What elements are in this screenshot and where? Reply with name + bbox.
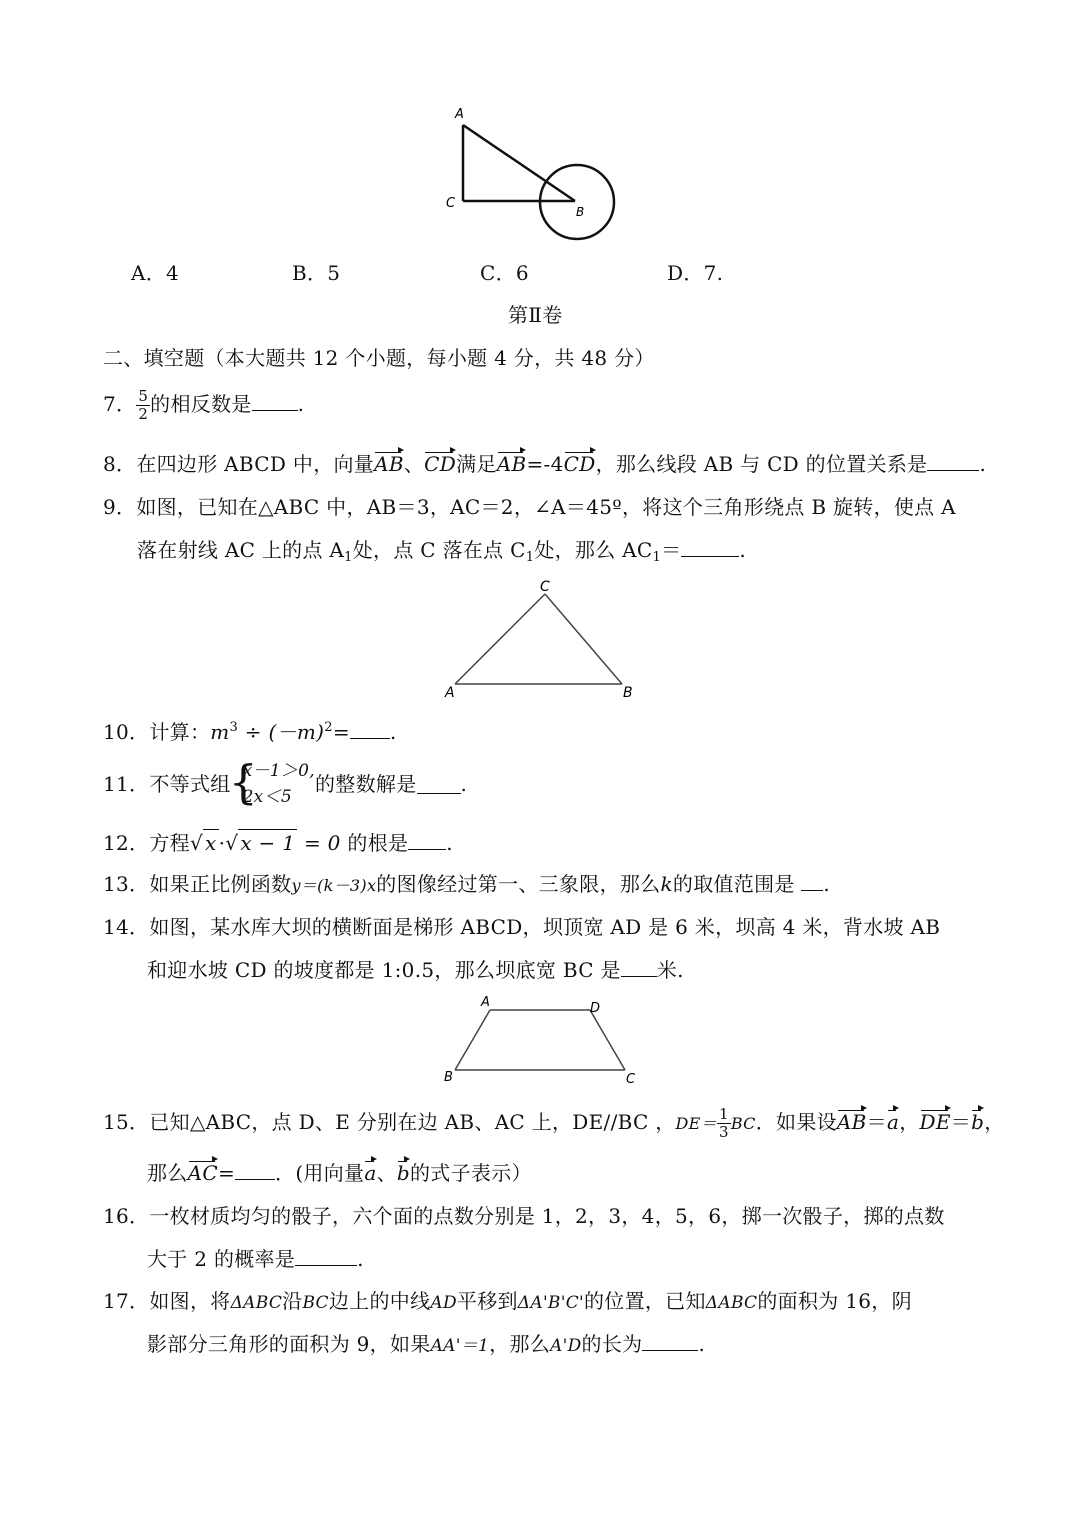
q10-exp-3: 3 <box>229 720 239 735</box>
q8-vector-ab-2: AB <box>496 452 527 476</box>
q9-text-c: 处，那么 AC <box>534 538 653 562</box>
choice-d: D．7. <box>667 261 724 285</box>
choice-c: C．6 <box>480 261 529 285</box>
q9-end: . <box>739 538 747 562</box>
q17-bc: BC <box>302 1293 329 1313</box>
question-14-line-1: 14．如图，某水库大坝的横断面是梯形 ABCD，坝顶宽 AD 是 6 米，坝高 4 米，背水坡 AB <box>103 915 941 939</box>
q12-number: 12．方程 <box>103 831 190 855</box>
segment-dc <box>590 1010 625 1070</box>
q11-end: . <box>460 772 468 796</box>
label-b: B <box>623 685 633 701</box>
q15-eq-1: ＝ <box>866 1110 887 1134</box>
q8-blank[interactable] <box>927 452 979 471</box>
q9-blank[interactable] <box>681 538 739 557</box>
question-10 <box>103 715 397 745</box>
label-a: A <box>445 685 455 701</box>
q12-radical-1: √ x <box>189 831 217 855</box>
q14-text-b: 米. <box>656 958 684 982</box>
q10-exp-2: 2 <box>324 720 333 735</box>
q12-radical-2: √ x − 1 <box>225 831 296 855</box>
question-16-line-2 <box>147 1246 364 1272</box>
question-16-line-1: 16．一枚材质均匀的骰子，六个面的点数分别是 1，2，3，4，5，6，掷一次骰子，掷的点数 <box>103 1204 945 1228</box>
question-9-line-2 <box>137 537 746 571</box>
q8-eq: =-4 <box>526 452 564 476</box>
q15-frac-den: 3 <box>718 1123 729 1141</box>
q14-text-a: 和迎水坡 CD 的坡度都是 1:0.5，那么坝底宽 BC 是 <box>147 958 621 982</box>
q15-eq-3: = <box>217 1161 236 1185</box>
q10-blank[interactable] <box>350 720 390 739</box>
question-8 <box>103 451 986 477</box>
question-13 <box>103 871 830 899</box>
q15-comma: ， <box>899 1110 920 1134</box>
q9-sub-2: 1 <box>525 550 535 565</box>
q11-number: 11．不等式组 <box>103 772 231 796</box>
label-a: A <box>481 995 490 1010</box>
q7-frac-num: 5 <box>138 387 149 405</box>
q17-text-8: ，那么 <box>489 1332 551 1356</box>
label-b: B <box>576 205 585 219</box>
q17-a-prime-d: A'D <box>550 1336 582 1356</box>
q8-text-1: 8．在四边形 ABCD 中，向量 <box>103 452 375 476</box>
q12-radicand-1: x <box>205 831 217 855</box>
question-17-line-2 <box>147 1331 705 1359</box>
q15-sep: 、 <box>376 1161 397 1185</box>
q8-text-3: ，那么线段 AB 与 CD 的位置关系是 <box>595 452 928 476</box>
label-c: C <box>626 1072 636 1087</box>
q12-radicand-2: x − 1 <box>240 831 296 855</box>
q17-triangle-abc: ΔABC <box>230 1293 283 1313</box>
q12-dot: · <box>218 831 226 855</box>
section-title: 二、填空题（本大题共 12 个小题，每小题 4 分，共 48 分） <box>103 346 655 370</box>
q13-blank[interactable] <box>801 872 823 891</box>
q12-eq: = 0 <box>303 831 341 855</box>
choice-a: A．4 <box>131 261 180 285</box>
question-14-line-2 <box>147 957 684 983</box>
q11-row-1: { x－1＞0, <box>242 761 315 781</box>
q15-text-2: ．如果设 <box>755 1110 837 1134</box>
q15-text-4: ．(用向量 <box>275 1161 365 1185</box>
q10-m: m <box>210 720 230 744</box>
q15-bc: BC <box>730 1114 756 1133</box>
q16-blank[interactable] <box>295 1247 357 1266</box>
q13-number: 13．如果正比例函数 <box>103 872 292 896</box>
q7-text: 的相反数是 <box>150 392 252 416</box>
q11-system <box>231 758 315 810</box>
q10-number: 10．计算： <box>103 720 211 744</box>
q14-blank[interactable] <box>621 958 657 977</box>
q15-text-1: 15．已知△ABC，点 D、E 分别在边 AB、AC 上，DE//BC ， <box>103 1110 676 1134</box>
q15-tail: ， <box>984 1110 1005 1134</box>
q9-sub-1: 1 <box>344 550 353 565</box>
question-12 <box>103 829 453 856</box>
figure-trapezoid <box>430 992 650 1092</box>
q10-eq: = <box>332 720 350 744</box>
q8-sep: 、 <box>403 452 425 476</box>
q15-eq-2: ＝ <box>950 1110 972 1134</box>
segment-cb <box>545 594 622 684</box>
q9-text-a: 落在射线 AC 上的点 A <box>137 538 345 562</box>
q13-end: . <box>823 872 831 896</box>
q17-text-7: 影部分三角形的面积为 9，如果 <box>147 1332 431 1356</box>
q9-text-d: ＝ <box>661 538 682 562</box>
q7-fraction <box>136 388 150 423</box>
q8-end: . <box>979 452 987 476</box>
q15-frac-num: 1 <box>718 1105 729 1123</box>
q17-text-3: 边上的中线 <box>328 1289 431 1313</box>
q10-end: . <box>389 720 397 744</box>
q17-aa-prime: AA'＝1 <box>430 1336 490 1356</box>
q15-fraction <box>717 1106 731 1141</box>
q15-text-5: 的式子表示） <box>410 1161 532 1185</box>
label-b: B <box>444 1070 453 1085</box>
label-a: A <box>455 107 464 122</box>
q15-vector-a: a <box>886 1110 900 1134</box>
segment-ca <box>455 594 545 684</box>
question-17-line-1 <box>103 1288 912 1316</box>
q17-text-6: 的面积为 16，阴 <box>757 1289 912 1313</box>
q17-end: . <box>698 1332 706 1356</box>
q7-blank[interactable] <box>252 392 298 411</box>
q15-text-3: 那么 <box>147 1161 188 1185</box>
q8-vector-cd: CD <box>424 452 457 476</box>
q9-text-b: 处，点 C 落在点 C <box>352 538 526 562</box>
q7-frac-den: 2 <box>138 405 149 423</box>
q8-text-2: 满足 <box>456 452 497 476</box>
figure-triangle-circle <box>430 100 630 250</box>
q17-text-5: 的位置，已知 <box>583 1289 706 1313</box>
q12-text: 的根是 <box>347 831 409 855</box>
q15-blank[interactable] <box>235 1161 275 1180</box>
q15-vector-ab: AB <box>836 1110 867 1134</box>
question-15-line-1 <box>103 1106 1005 1141</box>
q13-function: y＝(k－3)x <box>291 876 377 895</box>
q10-expr-mid: ÷ (－m) <box>238 720 325 744</box>
q7-end: . <box>297 392 305 416</box>
q7-number: 7． <box>103 392 137 416</box>
q17-text-4: 平移到 <box>456 1289 518 1313</box>
volume-title: 第Ⅱ卷 <box>508 303 563 327</box>
q17-text-9: 的长为 <box>581 1332 643 1356</box>
q13-text-2: 的取值范围是 <box>672 872 795 896</box>
segment-ab <box>463 125 575 201</box>
label-d: D <box>590 1001 601 1016</box>
choice-b: B．5 <box>292 261 341 285</box>
q9-sub-3: 1 <box>652 550 662 565</box>
q8-vector-ab: AB <box>374 452 404 476</box>
question-7 <box>103 388 304 423</box>
q11-row-2: 2x＜5 <box>242 787 292 807</box>
q17-text-2: 沿 <box>282 1289 303 1313</box>
q13-k: k <box>660 872 673 896</box>
q15-vector-ac: AC <box>187 1161 218 1185</box>
q11-blank[interactable] <box>417 775 461 794</box>
question-15-line-2 <box>147 1160 532 1186</box>
segment-ab <box>455 1010 490 1070</box>
question-11 <box>103 758 467 810</box>
q17-triangle-abc-2: ΔABC <box>705 1293 758 1313</box>
label-c: C <box>540 579 550 595</box>
q17-blank[interactable] <box>642 1332 698 1351</box>
q17-text-1: 17．如图，将 <box>103 1289 231 1313</box>
q16-text: 大于 2 的概率是 <box>147 1247 296 1271</box>
q12-blank[interactable] <box>408 831 446 850</box>
q11-text: 的整数解是 <box>315 772 417 796</box>
q15-vector-de: DE <box>919 1110 951 1134</box>
q15-vector-b-2: b <box>396 1161 410 1185</box>
q17-ad: AD <box>430 1293 457 1313</box>
figure-triangle-abc <box>440 572 640 702</box>
q15-de: DE＝ <box>675 1114 717 1133</box>
q15-vector-b: b <box>971 1110 985 1134</box>
q15-vector-a-2: a <box>364 1161 377 1185</box>
label-c: C <box>446 196 456 211</box>
q17-triangle-prime: ΔA'B'C' <box>517 1293 584 1313</box>
q8-vector-cd-2: CD <box>563 452 596 476</box>
q13-text-1: 的图像经过第一、三象限，那么 <box>376 872 661 896</box>
q16-end: . <box>357 1247 364 1271</box>
q12-end: . <box>446 831 453 855</box>
question-9-line-1: 9．如图，已知在△ABC 中，AB＝3，AC＝2，∠A＝45º，将这个三角形绕点 B 旋转，使点 A <box>103 495 956 519</box>
